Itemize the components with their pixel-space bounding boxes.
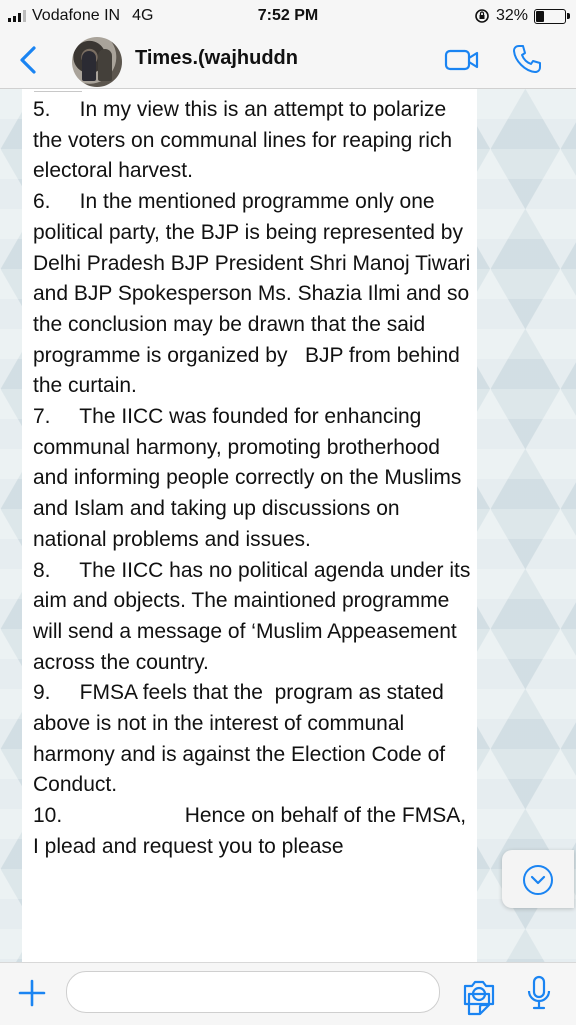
chat-area[interactable] bbox=[0, 89, 576, 962]
contact-name[interactable]: Times.(wajhuddn bbox=[135, 47, 298, 69]
paragraph-10: 10. Hence on behalf of the FMSA, I plead and request you to please bbox=[33, 804, 472, 858]
paragraph-6: 6. In the mentioned programme only one political party, the BJP is being represented by Delhi Pradesh BJP President Shri Manoj Tiwari and BJP Spokesperson Ms. Shazia Ilmi and so the conclusion may be drawn that the said programme is organized by BJP from behind the curtain. bbox=[33, 190, 477, 398]
battery-icon bbox=[534, 9, 566, 24]
carrier-name: Vodafone IN bbox=[32, 7, 121, 24]
avatar[interactable] bbox=[72, 37, 122, 87]
chat-header bbox=[0, 32, 576, 89]
plus-icon[interactable] bbox=[16, 977, 48, 1009]
status-right bbox=[474, 7, 566, 25]
phone-icon[interactable] bbox=[511, 43, 543, 75]
scroll-to-bottom-button[interactable] bbox=[502, 850, 574, 908]
paragraph-9: 9. FMSA feels that the program as stated above is not in the interest of communal harmony and is against the Election Code of Conduct. bbox=[33, 681, 451, 797]
rotation-lock-icon bbox=[474, 8, 490, 24]
microphone-icon[interactable] bbox=[526, 975, 552, 1011]
message-bubble[interactable] bbox=[22, 89, 477, 962]
battery-percent: 32% bbox=[495, 7, 528, 24]
divider bbox=[34, 91, 82, 92]
chevron-left-icon[interactable] bbox=[14, 44, 42, 76]
video-camera-icon[interactable] bbox=[444, 48, 480, 72]
status-time: 7:52 PM bbox=[257, 7, 319, 24]
chevron-down-circle-icon[interactable] bbox=[522, 864, 554, 896]
message-input[interactable] bbox=[66, 971, 440, 1013]
camera-icon[interactable] bbox=[462, 978, 496, 1008]
paragraph-5: 5. In my view this is an attempt to polarize the voters on communal lines for reaping rich electoral harvest. bbox=[33, 98, 458, 183]
input-bar bbox=[0, 962, 576, 1025]
paragraph-8: 8. The IICC has no political agenda under its aim and objects. The maintioned programme will send a message of ‘Muslim Appeasement across the country. bbox=[33, 558, 477, 674]
message-text bbox=[33, 95, 477, 863]
network-type: 4G bbox=[132, 7, 154, 24]
status-bar bbox=[0, 0, 576, 32]
paragraph-7: 7. The IICC was founded for enhancing communal harmony, promoting brotherhood and informing people correctly on the Muslims and Islam and taking up discussions on national problems and issues. bbox=[33, 405, 468, 551]
